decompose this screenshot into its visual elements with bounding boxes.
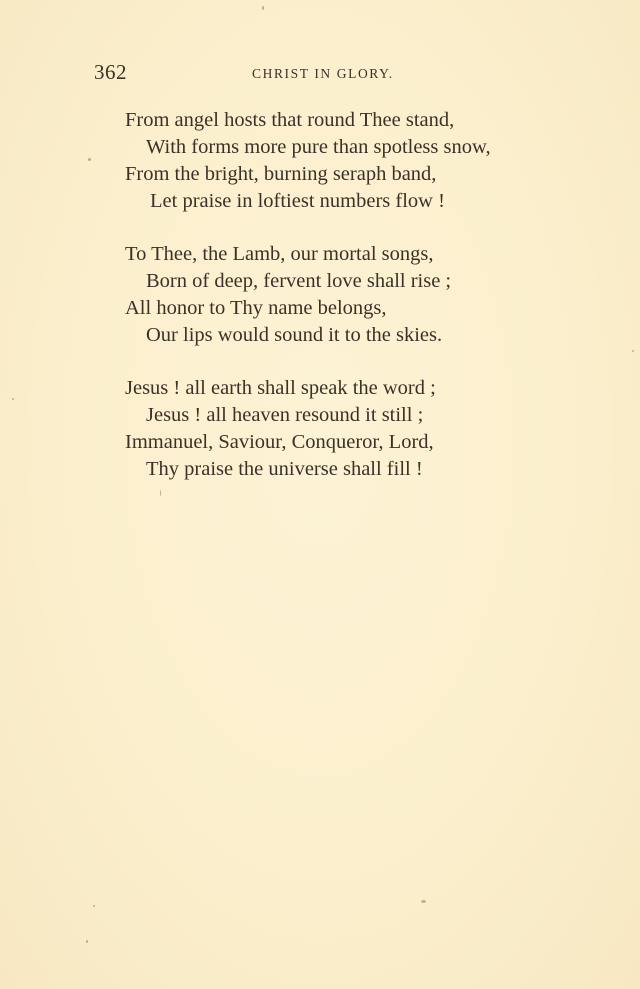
poem (0, 107, 640, 509)
paper-speck (12, 398, 14, 400)
poem-line: All honor to Thy name belongs, (125, 297, 387, 319)
stanza-1 (0, 107, 640, 215)
paper-speck (88, 158, 91, 161)
paper-speck (421, 900, 426, 903)
poem-line: Jesus ! all heaven resound it still ; (146, 404, 424, 426)
poem-line: Jesus ! all earth shall speak the word ; (125, 377, 436, 399)
poem-line: Thy praise the universe shall fill ! (146, 458, 423, 480)
page-number: 362 (94, 60, 127, 84)
poem-line: From angel hosts that round Thee stand, (125, 109, 455, 131)
poem-line: Born of deep, fervent love shall rise ; (146, 270, 452, 292)
poem-line: With forms more pure than spotless snow, (146, 136, 491, 158)
poem-line: Let praise in loftiest numbers flow ! (150, 190, 445, 212)
paper-speck (86, 940, 88, 943)
paper-speck (160, 490, 161, 496)
poem-line: Our lips would sound it to the skies. (146, 324, 443, 346)
running-head: CHRIST IN GLORY. (252, 66, 394, 81)
poem-line: Immanuel, Saviour, Conqueror, Lord, (125, 431, 434, 453)
paper-speck (93, 905, 95, 907)
page-header (94, 60, 534, 88)
paper-speck (262, 6, 264, 10)
stanza-3 (0, 375, 640, 483)
poem-line: To Thee, the Lamb, our mortal songs, (125, 243, 434, 265)
poem-line: From the bright, burning seraph band, (125, 163, 437, 185)
paper-speck (632, 350, 634, 352)
stanza-2 (0, 241, 640, 349)
